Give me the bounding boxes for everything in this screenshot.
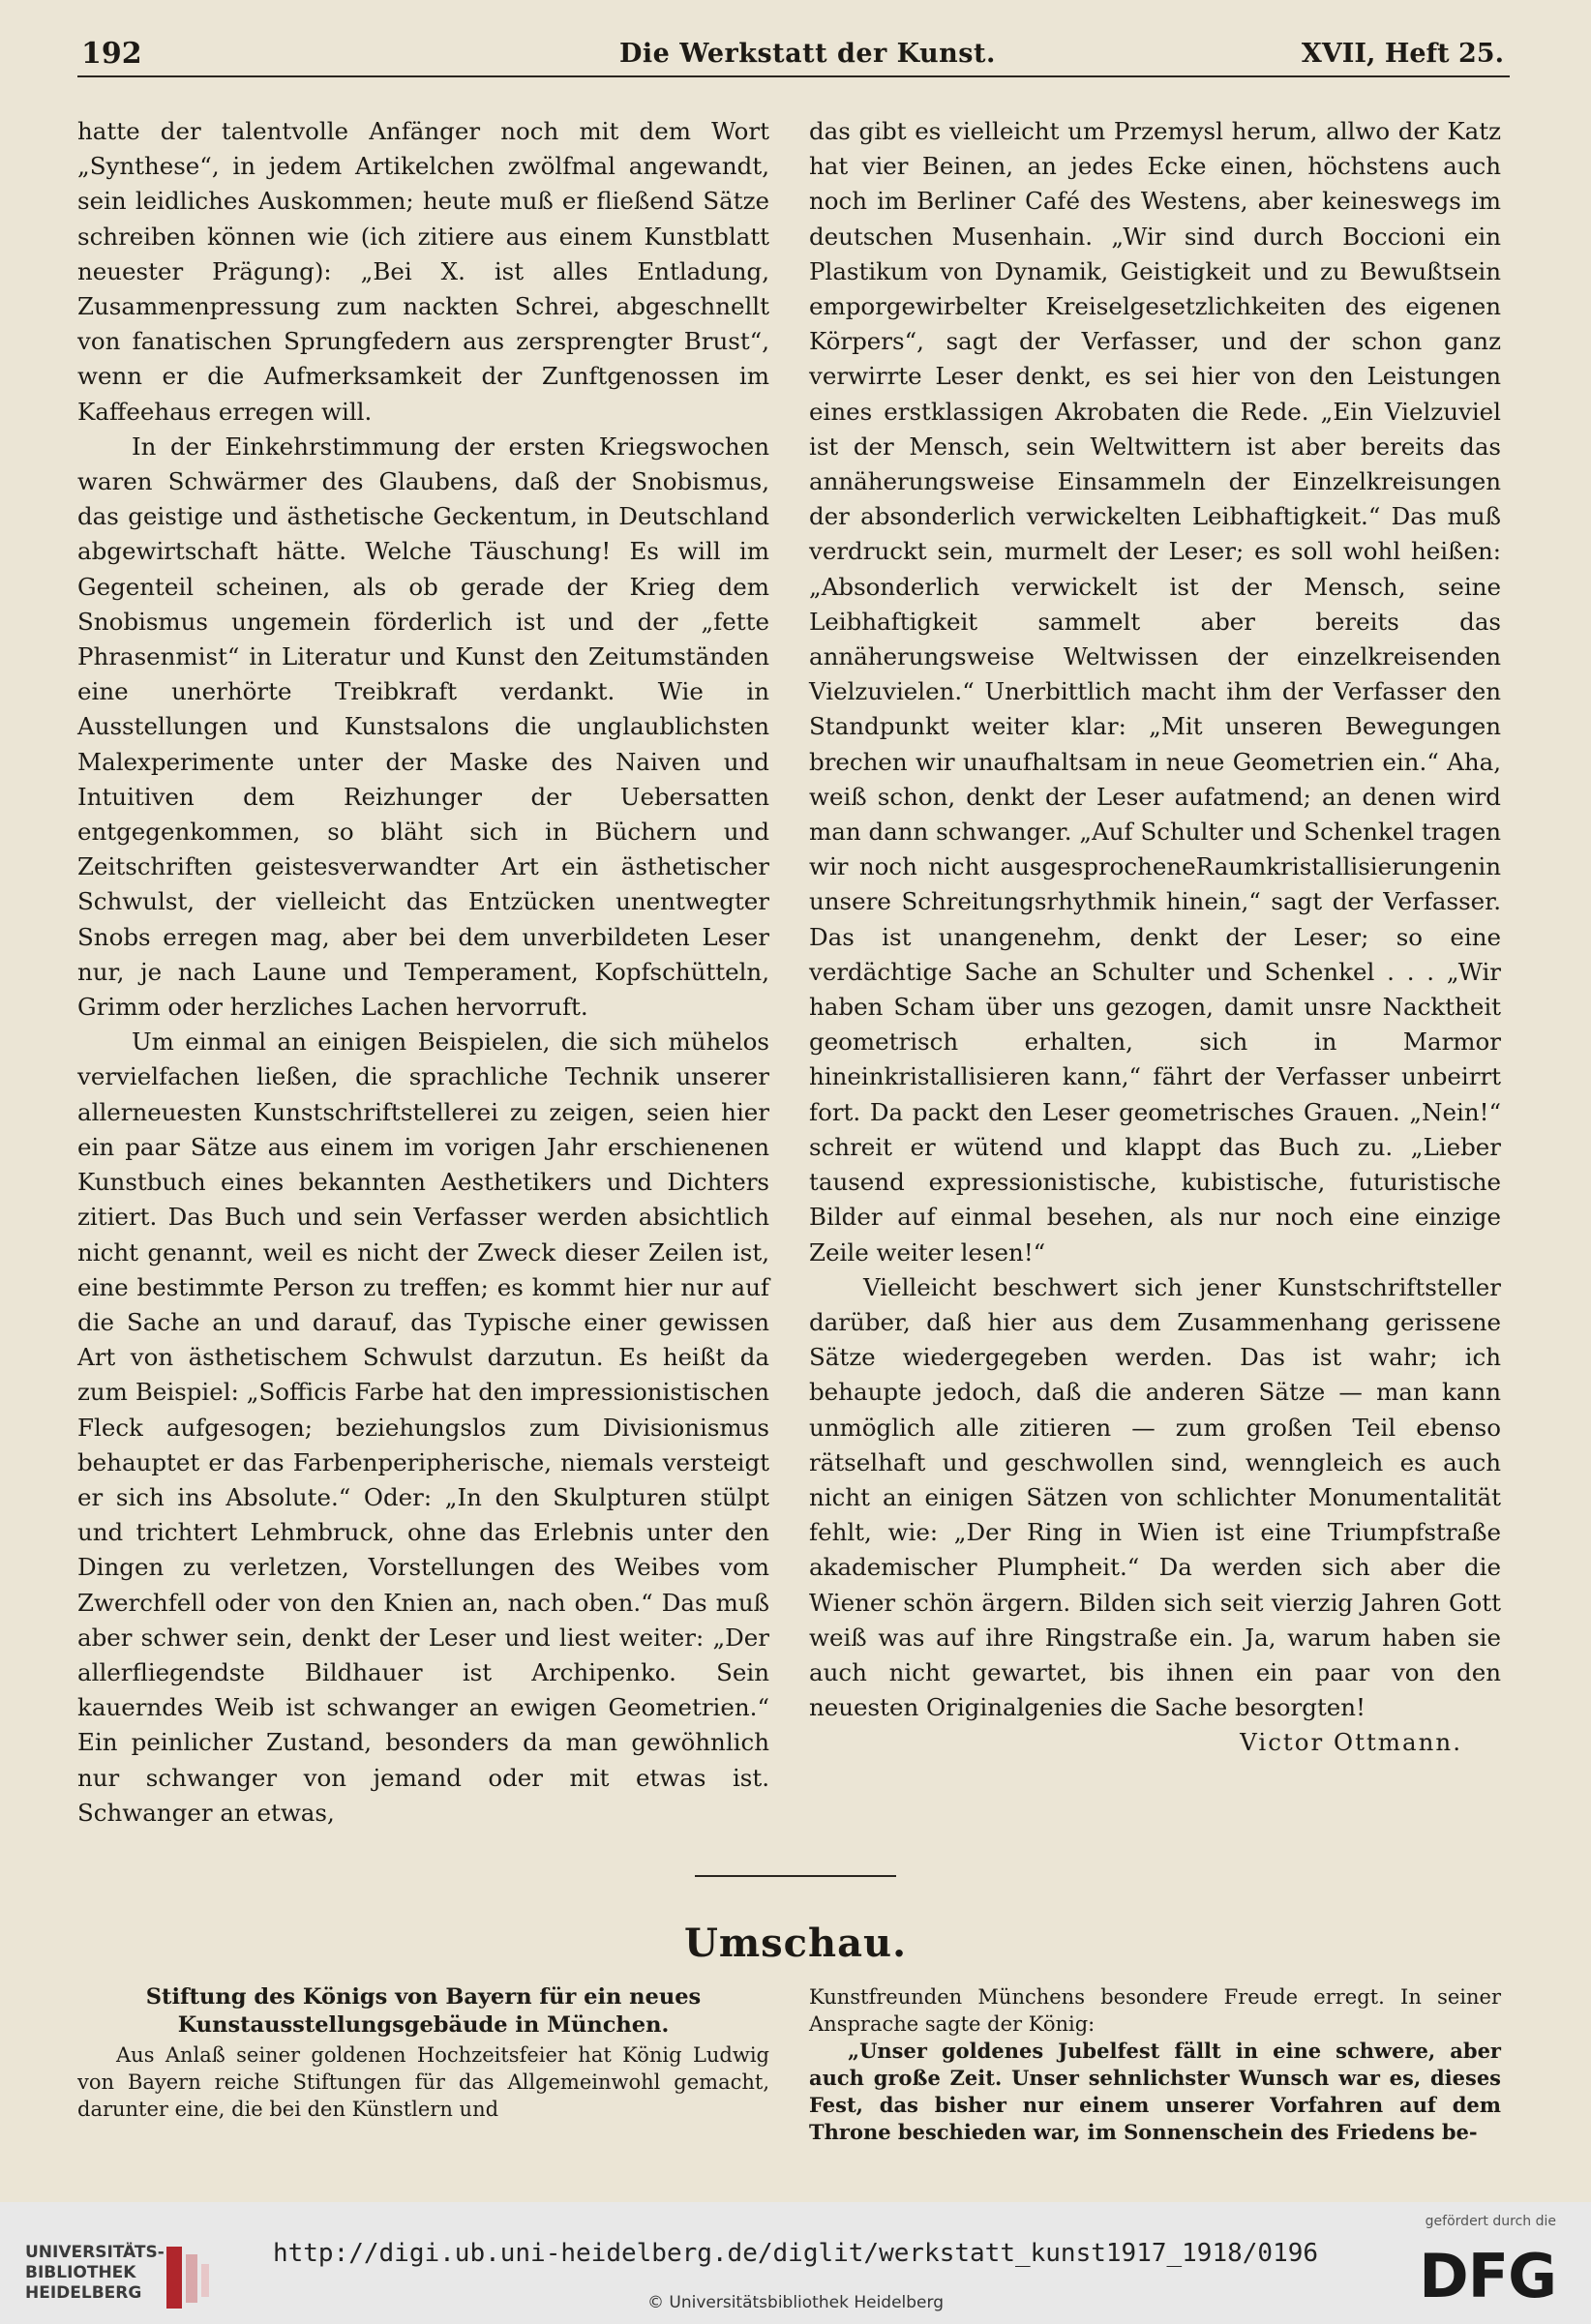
journal-title: Die Werkstatt der Kunst.: [619, 39, 996, 69]
news-headline: Stiftung des Königs von Bayern für ein neues Kunstausstellungsgebäude in München.: [145, 1984, 702, 2038]
news-paragraph: Aus Anlaß seiner goldenen Hochzeitsfeier hat König Ludwig von Bayern reiche Stiftungen für das Allgemeinwohl gemacht, darunter eine, die bei den Künstlern und: [77, 2043, 769, 2121]
paragraph: hatte der talentvolle Anfänger noch mit dem Wort „Synthese“, in jedem Artikelchen zwölfmal angewandt, sein leidliches Auskommen; heute muß er fließend Sätze schreiben können wie (ich zitiere aus einem Kunstblatt neuester Prägung): „Bei X. ist alles Entladung, Zusammenpressung zum nackten Schrei, abgeschnellt von fanatischen Sprungfedern aus zersprengter Brust“, wenn er die Aufmerksamkeit der Zunftgenossen im Kaffeehaus erregen will.: [77, 117, 769, 426]
paragraph: Um einmal an einigen Beispielen, die sich mühelos vervielfachen ließen, die sprachliche Technik unserer allerneuesten Kunstschriftstellerei zu zeigen, seien hier ein paar Sätze aus einem im vorigen Jahr erschienenen Kunstbuch eines bekannten Aesthetikers und Dichters zitiert. Das Buch und sein Verfasser werden absichtlich nicht genannt, weil es nicht der Zweck dieser Zeilen ist, eine bestimmte Person zu treffen; es kommt hier nur auf die Sache an und darauf, das Typische einer gewissen Art von ästhetischem Schwulst darzutun. Es heißt da zum Beispiel: „Sofficis Farbe hat den impressionistischen Fleck aufgesogen; beziehungslos zum Divisionismus behauptet er das Farbenperipherische, niemals versteigt er sich ins Absolute.“ Oder: „In den Skulpturen stülpt und trichtert Lehmbruck, ohne das Erlebnis unter den Dingen zu verletzen, Vorstellungen des Weibes vom Zwerchfell oder von den Knien an, nach oben.“ Das muß aber schwer sein, denkt der Leser und liest weiter: „Der allerfliegendste Bildhauer ist Archipenko. Sein kauerndes Weib ist schwanger an ewigen Geometrien.“ Ein peinlicher Zustand, besonders da man gewöhnlich nur schwanger von jemand oder mit etwas ist. Schwanger an etwas,: [77, 1028, 769, 1827]
section-divider: [695, 1875, 896, 1877]
dfg-logo[interactable]: [1401, 2212, 1556, 2318]
news-quote: „Unser goldenes Jubelfest fällt in eine schwere, aber auch große Zeit. Unser sehnlichster Wunsch war es, dieses Fest, das bisher nur einem unserer Vorfahren auf dem Throne beschieden war, im Sonnenschein des Friedens be-: [809, 2039, 1501, 2144]
news-paragraph: Kunstfreunden Münchens besondere Freude erregt. In seiner Ansprache sagte der König:: [809, 1985, 1501, 2036]
section-title: Umschau.: [683, 1921, 908, 1966]
dfg-wordmark: DFG: [1419, 2241, 1556, 2311]
right-column: [809, 114, 1501, 1761]
left-column: [77, 114, 769, 1831]
library-name: UNIVERSITÄTS- BIBLIOTHEK HEIDELBERG: [25, 2243, 165, 2303]
paragraph: Vielleicht beschwert sich jener Kunstschriftsteller darüber, daß hier aus dem Zusammenhang gerissene Sätze wiedergegeben werden. Das ist wahr; ich behaupte jedoch, daß die anderen Sätze — man kann unmöglich alle zitieren — zum großen Teil ebenso rätselhaft und geschwollen sind, wenngleich es auch nicht an einigen Sätzen von schlichter Monumentalität fehlt, wie: „Der Ring in Wien ist eine Triumpfstraße akademischer Plumpheit.“ Da werden sich aber die Wiener schön ärgern. Bilden sich seit vierzig Jahren Gott weiß was auf ihre Ringstraße ein. Ja, warum haben sie auch nicht gewartet, bis ihnen ein paar von den neuesten Originalgenies die Sache besorgten!: [809, 1272, 1501, 1722]
news-left-column: [77, 1983, 769, 2123]
funded-by-label: gefördert durch die: [1425, 2214, 1556, 2229]
issue-label: XVII, Heft 25.: [1301, 39, 1504, 69]
news-right-column: [809, 1983, 1501, 2146]
paragraph: In der Einkehrstimmung der ersten Kriegswochen waren Schwärmer des Glaubens, daß der Snobismus, das geistige und ästhetische Geckentum, in Deutschland abgewirtschaft hätte. Welche Täuschung! Es will im Gegenteil scheinen, als ob gerade der Krieg dem Snobismus ungemein förderlich ist und der „fette Phrasenmist“ in Literatur und Kunst den Zeitumständen eine unerhörte Treibkraft verdankt. Wie in Ausstellungen und Kunstsalons die unglaublichsten Malexperimente unter der Maske des Naiven und Intuitiven dem Reizhunger der Uebersatten entgegenkommen, so bläht sich in Büchern und Zeitschriften geistesverwandter Art ein ästhetischer Schwulst, der vielleicht das Entzücken unentwegter Snobs erregen mag, aber bei dem unverbildeten Leser nur, je nach Laune und Temperament, Kopfschütteln, Grimm oder herzliches Lachen hervorruft.: [77, 432, 769, 1022]
source-url-link[interactable]: http://digi.ub.uni-heidelberg.de/diglit/werkstatt_kunst1917_1918/0196: [272, 2239, 1319, 2268]
paragraph: das gibt es vielleicht um Przemysl herum, allwo der Katz hat vier Beinen, an jedes Ecke einen, höchstens auch noch im Berliner Café des Westens, aber keineswegs im deutschen Musenhain. „Wir sind durch Boccioni ein Plastikum von Dynamik, Geistigkeit und zu Bewußtsein emporgewirbelter Kreiselgesetzlichkeiten des eigenen Körpers“, sagt der Verfasser, und der schon ganz verwirrte Leser denkt, es sei hier von den Leistungen eines erstklassigen Akrobaten die Rede. „Ein Vielzuviel ist der Mensch, sein Weltwittern ist aber bereits das annäherungsweise Einsammeln der Einzelkreisungen der absonderlich verwickelten Leibhaftigkeit.“ Das muß verdruckt sein, murmelt der Leser; es soll wohl heißen: „Absonderlich verwickelt ist der Mensch, seine Leibhaftigkeit sammelt aber bereits das annäherungsweise Weltwissen der einzelkreisenden Vielzuvielen.“ Unerbittlich macht ihm der Verfasser den Standpunkt weiter klar: „Mit unseren Bewegungen brechen wir unaufhaltsam in neue Geometrien ein.“ Aha, weiß schon, denkt der Leser aufatmend; an denen wird man dann schwanger. „Auf Schulter und Schenkel tragen wir noch nicht ausgesprocheneRaumkristallisierungenin unsere Schreitungsrhythmik hinein,“ sagt der Verfasser. Das ist unangenehm, denkt der Leser; so eine verdächtige Sache an Schulter und Schenkel . . . „Wir haben Scham über uns gezogen, damit unsre Nacktheit geometrisch erhalten, sich in Marmor hineinkristallisieren kann,“ fährt der Verfasser unbeirrt fort. Da packt den Leser geometrisches Grauen. „Nein!“ schreit er wütend und klappt das Buch zu. „Lieber tausend expressionistische, kubistische, futuristische Bilder auf einmal besehen, als nur noch eine einzige Zeile weiter lesen!“: [809, 117, 1501, 1266]
copyright-notice: © Universitätsbibliothek Heidelberg: [646, 2293, 944, 2312]
author-signature: Victor Ottmann.: [1240, 1728, 1462, 1757]
digitization-footer: [0, 2202, 1591, 2324]
running-header: [77, 29, 1510, 77]
page-number: 192: [81, 37, 142, 71]
